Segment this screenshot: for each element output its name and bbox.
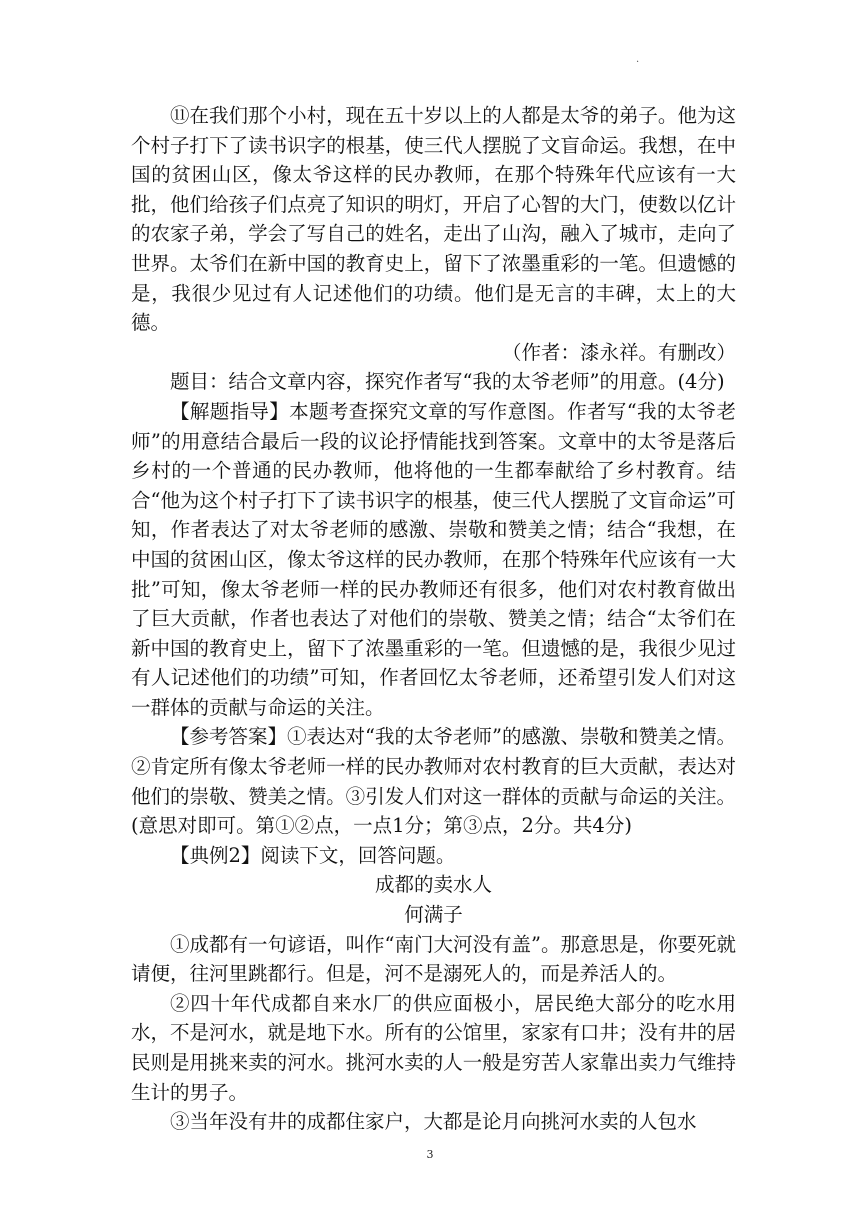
- article-paragraph-1: ①成都有一句谚语，叫作“南门大河没有盖”。那意思是，你要死就请便，往河里跳都行。但是，河不是溺死人的，而是养活人的。: [131, 932, 736, 986]
- example-2-heading: 【典例2】阅读下文，回答问题。: [170, 843, 456, 867]
- article-author: 何满子: [404, 903, 463, 927]
- solution-guide: 【解题指导】本题考查探究文章的写作意图。作者写“我的太爷老师”的用意结合最后一段的议论抒情能找到答案。文章中的太爷是落后乡村的一个普通的民办教师，他将他的一生都奉献给了乡村教育。结合“他为这个村子打下了读书识字的根基，使三代人摆脱了文盲命运”可知，作者表达了对太爷老师的感激、崇敬和赞美之情；结合“我想，在中国的贫困山区，像太爷这样的民办教师，在那个特殊年代应该有一大批”可知，像太爷老师一样的民办教师还有很多，他们对农村教育做出了巨大贡献，作者也表达了对他们的崇敬、赞美之情；结合“太爷们在新中国的教育史上，留下了浓墨重彩的一笔。但遗憾的是，我很少见过有人记述他们的功绩”可知，作者回忆太爷老师，还希望引发人们对这一群体的贡献与命运的关注。: [131, 399, 736, 719]
- paragraph-11: ⑪在我们那个小村，现在五十岁以上的人都是太爷的弟子。他为这个村子打下了读书识字的根基，使三代人摆脱了文盲命运。我想，在中国的贫困山区，像太爷这样的民办教师，在那个特殊年代应该有一大批，他们给孩子们点亮了知识的明灯，开启了心智的大门，使数以亿计的农家子弟，学会了写自己的姓名，走出了山沟，融入了城市，走向了世界。太爷们在新中国的教育史上，留下了浓墨重彩的一笔。但遗憾的是，我很少见过有人记述他们的功绩。他们是无言的丰碑，太上的大德。: [131, 104, 736, 335]
- article-paragraph-2: ②四十年代成都自来水厂的供应面极小，居民绝大部分的吃水用水，不是河水，就是地下水。所有的公馆里，家家有口井；没有井的居民则是用挑来卖的河水。挑河水卖的人一般是穷苦人家靠出卖力气维持生计的男子。: [131, 991, 736, 1104]
- reference-answer: 【参考答案】①表达对“我的太爷老师”的感激、崇敬和赞美之情。②肯定所有像太爷老师一样的民办教师对农村教育的巨大贡献，表达对他们的崇敬、赞美之情。③引发人们对这一群体的贡献与命运的关注。(意思对即可。第①②点，一点1分；第③点，2分。共4分): [131, 725, 736, 838]
- page-number: 3: [426, 1148, 434, 1161]
- header-mark: .: [636, 54, 640, 65]
- author-note: （作者：漆永祥。有删改）: [501, 340, 736, 364]
- question: 题目：结合文章内容，探究作者写“我的太爷老师”的用意。(4分): [170, 370, 725, 394]
- document-body: [131, 101, 736, 1137]
- article-title: 成都的卖水人: [374, 873, 492, 897]
- article-paragraph-3: ③当年没有井的成都住家户，大都是论月向挑河水卖的人包水: [170, 1110, 697, 1134]
